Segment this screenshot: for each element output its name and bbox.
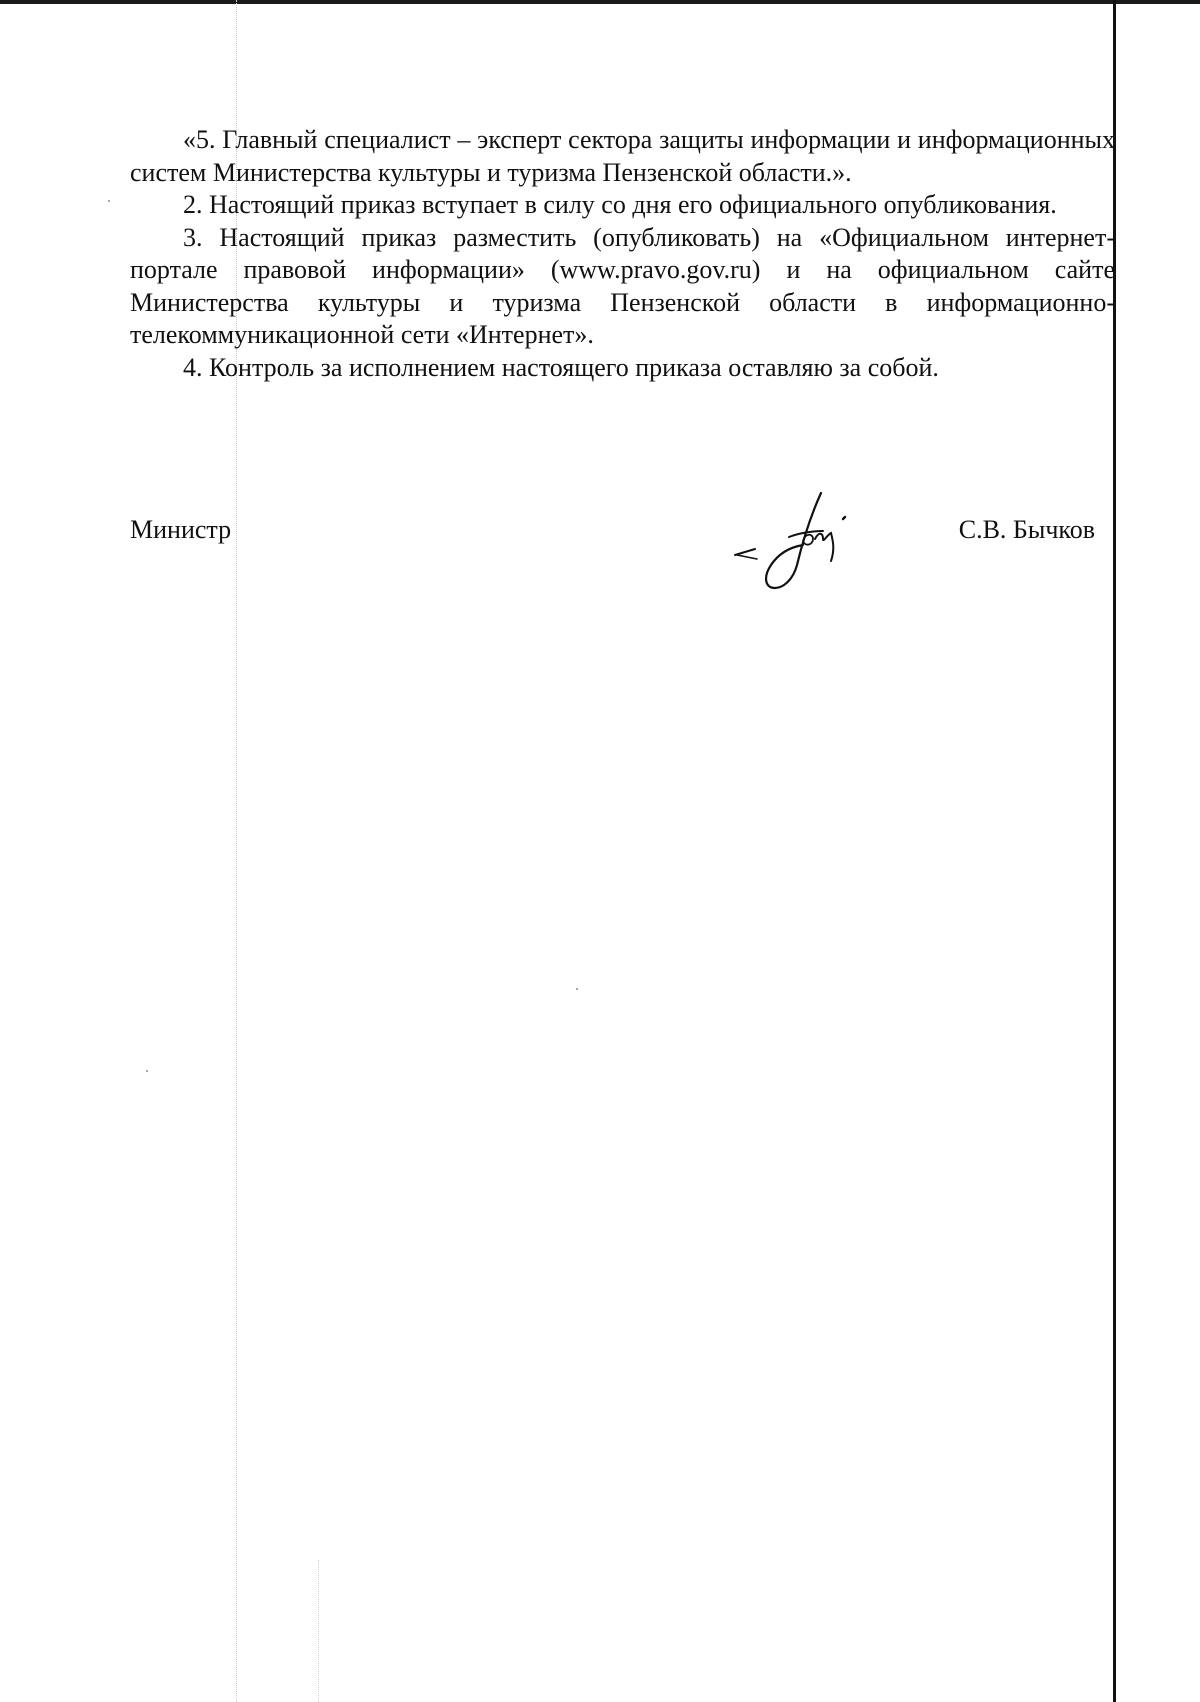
order-body — [130, 124, 1115, 384]
signatory-name: С.В. Бычков — [958, 515, 1095, 544]
scan-fold-line-secondary — [318, 1560, 319, 1702]
handwritten-signature — [723, 485, 873, 605]
signatory-title: Министр — [130, 515, 232, 544]
paragraph-item-5: «5. Главный специалист – эксперт сектора защиты информации и информационных систем Министерства культуры и туризма Пензенской области.». — [130, 125, 1115, 187]
scan-speck — [108, 200, 110, 202]
paragraph-control: 4. Контроль за исполнением настоящего приказа оставляю за собой. — [183, 352, 939, 382]
signature-block — [130, 515, 1095, 615]
scan-top-edge — [0, 0, 1200, 4]
paragraph-entry-into-force: 2. Настоящий приказ вступает в силу со дня его официального опубликования. — [183, 190, 1057, 219]
scan-speck — [576, 988, 578, 990]
paragraph-publication: 3. Настоящий приказ разместить (опубликовать) на «Официальном интернет-портале правовой информации» (www.pravo.gov.ru) и на официальном сайте Министерства культуры и туризма Пензенской области в информационно-телекоммуникационной сети «Интернет». — [130, 222, 1115, 349]
scan-speck — [146, 1070, 148, 1072]
